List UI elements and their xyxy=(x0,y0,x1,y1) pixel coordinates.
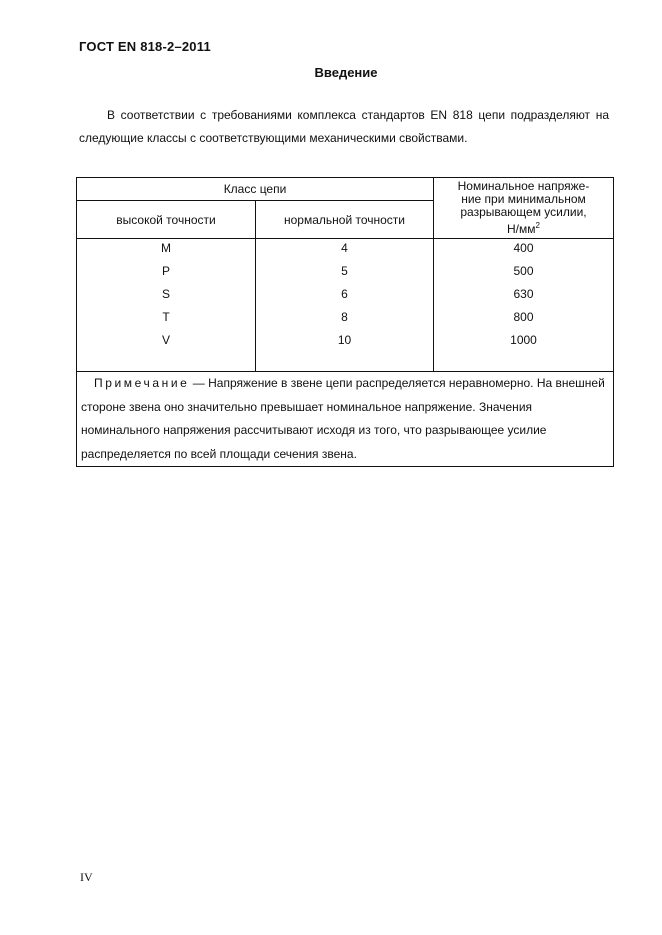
header-nominal-stress xyxy=(434,178,614,239)
table-cell-high: M xyxy=(161,241,171,255)
column-nominal-stress xyxy=(434,239,614,372)
header-stress-line-3: разрывающем усилии, xyxy=(460,205,587,219)
intro-paragraph: В соответствии с требованиями комплекса стандартов EN 818 цепи подразделяют на следующие классы с соответствующими механическими свойствами. xyxy=(79,108,609,145)
header-stress-line-1: Номинальное напряже- xyxy=(457,179,590,193)
table-cell-normal: 10 xyxy=(337,333,352,347)
header-normal-precision: нормальной точности xyxy=(256,201,434,239)
page-number: IV xyxy=(80,870,93,884)
table-cell-normal: 4 xyxy=(341,241,348,255)
table-cell-stress: 800 xyxy=(513,310,534,324)
table-cell-normal: 6 xyxy=(341,287,348,301)
table-cell-high: V xyxy=(161,333,170,347)
table-cell-normal: 5 xyxy=(341,264,348,278)
table-cell-stress: 1000 xyxy=(510,333,537,347)
table-cell-stress: 630 xyxy=(513,287,534,301)
table-cell-high: T xyxy=(162,310,170,324)
header-chain-class: Класс цепи xyxy=(77,178,434,201)
table-cell-normal: 8 xyxy=(341,310,348,324)
chain-class-table xyxy=(76,177,614,467)
column-normal-precision xyxy=(256,239,434,372)
section-title: Введение xyxy=(314,65,378,80)
table-note xyxy=(77,372,614,467)
standard-code: ГОСТ EN 818-2–2011 xyxy=(79,39,211,54)
table-cell-high: P xyxy=(161,264,170,278)
note-text: — Напряжение в звене цепи распределяется неравномерно. На внешней стороне звена оно значительно превышает номинальное напряжение. Значения номинального напряжения рассчитывают исходя из того, что разрывающее усилие распределяется по всей площади сечения звена. xyxy=(81,376,605,461)
table-cell-stress: 400 xyxy=(513,241,534,255)
table-cell-high: S xyxy=(161,287,170,301)
header-high-precision: высокой точности xyxy=(77,201,256,239)
header-stress-unit: $Н/мм^2$ xyxy=(507,221,540,236)
table-cell-stress: 500 xyxy=(513,264,534,278)
column-high-precision xyxy=(77,239,256,372)
note-label: Примечание xyxy=(94,376,190,390)
header-stress-line-2: ние при минимальном xyxy=(461,192,586,206)
